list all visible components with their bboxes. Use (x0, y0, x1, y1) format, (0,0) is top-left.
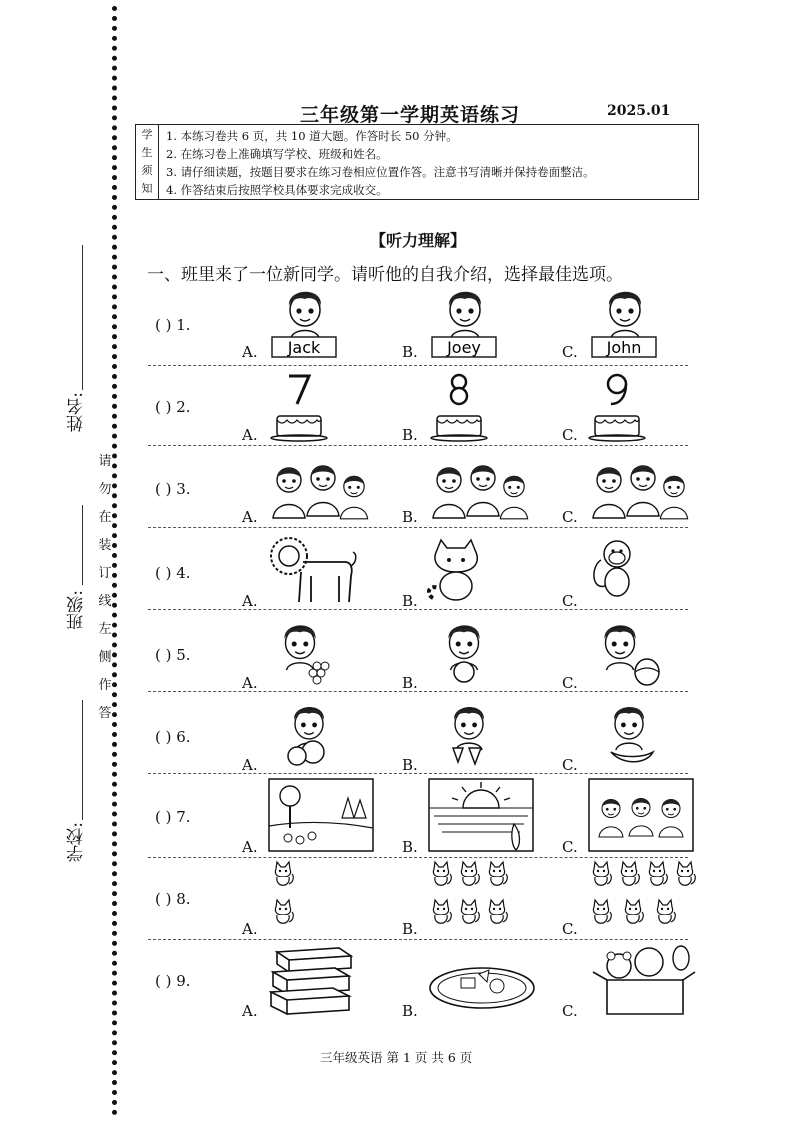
school-label: 学校: (67, 822, 87, 862)
class-underline (82, 505, 83, 585)
option-c-label[interactable]: C. (562, 1002, 578, 1020)
row-divider (148, 609, 688, 610)
question-row-3 (145, 448, 688, 526)
cake-number-9-picture (585, 370, 649, 442)
lion-picture (267, 532, 359, 606)
boy-jack-picture (267, 280, 343, 362)
page-footer: 三年级英语 第 1 页 共 6 页 (320, 1050, 473, 1065)
option-c-label[interactable]: C. (562, 508, 578, 526)
option-c-label[interactable]: C. (562, 426, 578, 444)
school-underline (82, 700, 83, 820)
question-row-7 (145, 776, 688, 856)
binding-warning: 请 勿 在 装 订 线 左 侧 作 答 (98, 454, 112, 721)
books-picture (269, 944, 357, 1016)
option-b-label[interactable]: B. (402, 508, 418, 526)
option-c-label[interactable]: C. (562, 920, 578, 938)
boy-eating-grapes-picture (267, 614, 343, 688)
cake-number-7-picture (267, 370, 331, 442)
question-row-5 (145, 612, 688, 690)
row-divider (148, 939, 688, 940)
notice-line: 2. 在练习卷上准确填写学校、班级和姓名。 (166, 147, 388, 161)
section-title: 【听力理解】 (370, 231, 467, 250)
family-boy-brother-brother-picture (267, 452, 377, 524)
question-row-1 (145, 280, 688, 365)
question-number[interactable]: ( ) 6. (155, 728, 191, 746)
option-a-label[interactable]: A. (242, 426, 258, 444)
part1-instruction: 一、班里来了一位新同学。请听他的自我介绍，选择最佳选项。 (147, 265, 623, 285)
option-a-label[interactable]: A. (242, 1002, 258, 1020)
notice-lines (166, 127, 595, 199)
family-girl-boy-girl-picture (427, 452, 537, 524)
row-divider (148, 691, 688, 692)
option-c-label[interactable]: C. (562, 674, 578, 692)
question-row-6 (145, 694, 688, 772)
row-divider (148, 527, 688, 528)
question-number[interactable]: ( ) 3. (155, 480, 191, 498)
toy-box-picture (587, 942, 699, 1016)
option-b-label[interactable]: B. (402, 756, 418, 774)
option-b-label[interactable]: B. (402, 838, 418, 856)
notice-side-label: 学 生 须 知 (136, 125, 159, 200)
option-b-label[interactable]: B. (402, 920, 418, 938)
row-divider (148, 857, 688, 858)
spring-park-picture (268, 778, 374, 852)
family-boy-boy-girl-picture (587, 452, 697, 524)
seven-cats-picture (589, 860, 699, 934)
option-c-label[interactable]: C. (562, 343, 578, 361)
row-divider (148, 445, 688, 446)
option-a-label[interactable]: A. (242, 920, 258, 938)
question-number[interactable]: ( ) 5. (155, 646, 191, 664)
question-row-8 (145, 860, 688, 938)
notice-line: 1. 本练习卷共 6 页，共 10 道大题。作答时长 50 分钟。 (166, 129, 458, 143)
option-a-label[interactable]: A. (242, 674, 258, 692)
page-title: 三年级第一学期英语练习 (300, 104, 521, 126)
name-jack: Jack (287, 338, 321, 357)
option-b-label[interactable]: B. (402, 1002, 418, 1020)
six-cats-picture (429, 860, 513, 934)
option-c-label[interactable]: C. (562, 838, 578, 856)
boy-joey-picture (427, 280, 503, 362)
class-label: 班级: (67, 590, 87, 630)
question-row-9 (145, 942, 688, 1022)
boy-eating-watermelon-picture (587, 614, 663, 688)
option-b-label[interactable]: B. (402, 674, 418, 692)
option-a-label[interactable]: A. (242, 592, 258, 610)
notice-box (135, 124, 699, 200)
notice-line: 3. 请仔细读题，按题目要求在练习卷相应位置作答。注意书写清晰并保持卷面整洁。 (166, 165, 595, 179)
boy-peaches-picture (267, 696, 347, 770)
boy-eating-orange-picture (427, 614, 503, 688)
name-underline (82, 245, 83, 390)
question-row-2 (145, 368, 688, 444)
summer-beach-picture (428, 778, 534, 852)
binding-dotted-line (112, 6, 117, 1116)
red-panda-picture (427, 536, 487, 606)
cake-number-8-picture (427, 370, 491, 442)
question-number[interactable]: ( ) 4. (155, 564, 191, 582)
question-number[interactable]: ( ) 8. (155, 890, 191, 908)
option-c-label[interactable]: C. (562, 756, 578, 774)
option-a-label[interactable]: A. (242, 838, 258, 856)
name-joey: Joey (447, 338, 481, 357)
boy-john-picture (587, 280, 663, 362)
option-a-label[interactable]: A. (242, 343, 258, 361)
option-b-label[interactable]: B. (402, 592, 418, 610)
boy-strawberries-picture (427, 696, 507, 770)
name-label: 姓名: (67, 392, 87, 432)
row-divider (148, 773, 688, 774)
kids-playing-picture (588, 778, 694, 852)
question-number[interactable]: ( ) 9. (155, 972, 191, 990)
exam-date: 2025.01 (607, 103, 671, 119)
question-row-4 (145, 530, 688, 608)
candy-plate-picture (427, 956, 537, 1012)
question-number[interactable]: ( ) 7. (155, 808, 191, 826)
question-number[interactable]: ( ) 2. (155, 398, 191, 416)
option-a-label[interactable]: A. (242, 508, 258, 526)
monkey-picture (587, 536, 647, 606)
row-divider (148, 365, 688, 366)
option-b-label[interactable]: B. (402, 426, 418, 444)
boy-bananas-picture (587, 696, 667, 770)
option-a-label[interactable]: A. (242, 756, 258, 774)
notice-line: 4. 作答结束后按照学校具体要求完成收交。 (166, 183, 388, 197)
two-cats-picture (269, 860, 299, 934)
option-b-label[interactable]: B. (402, 343, 418, 361)
name-john: John (606, 338, 642, 357)
option-c-label[interactable]: C. (562, 592, 578, 610)
question-number[interactable]: ( ) 1. (155, 316, 191, 334)
